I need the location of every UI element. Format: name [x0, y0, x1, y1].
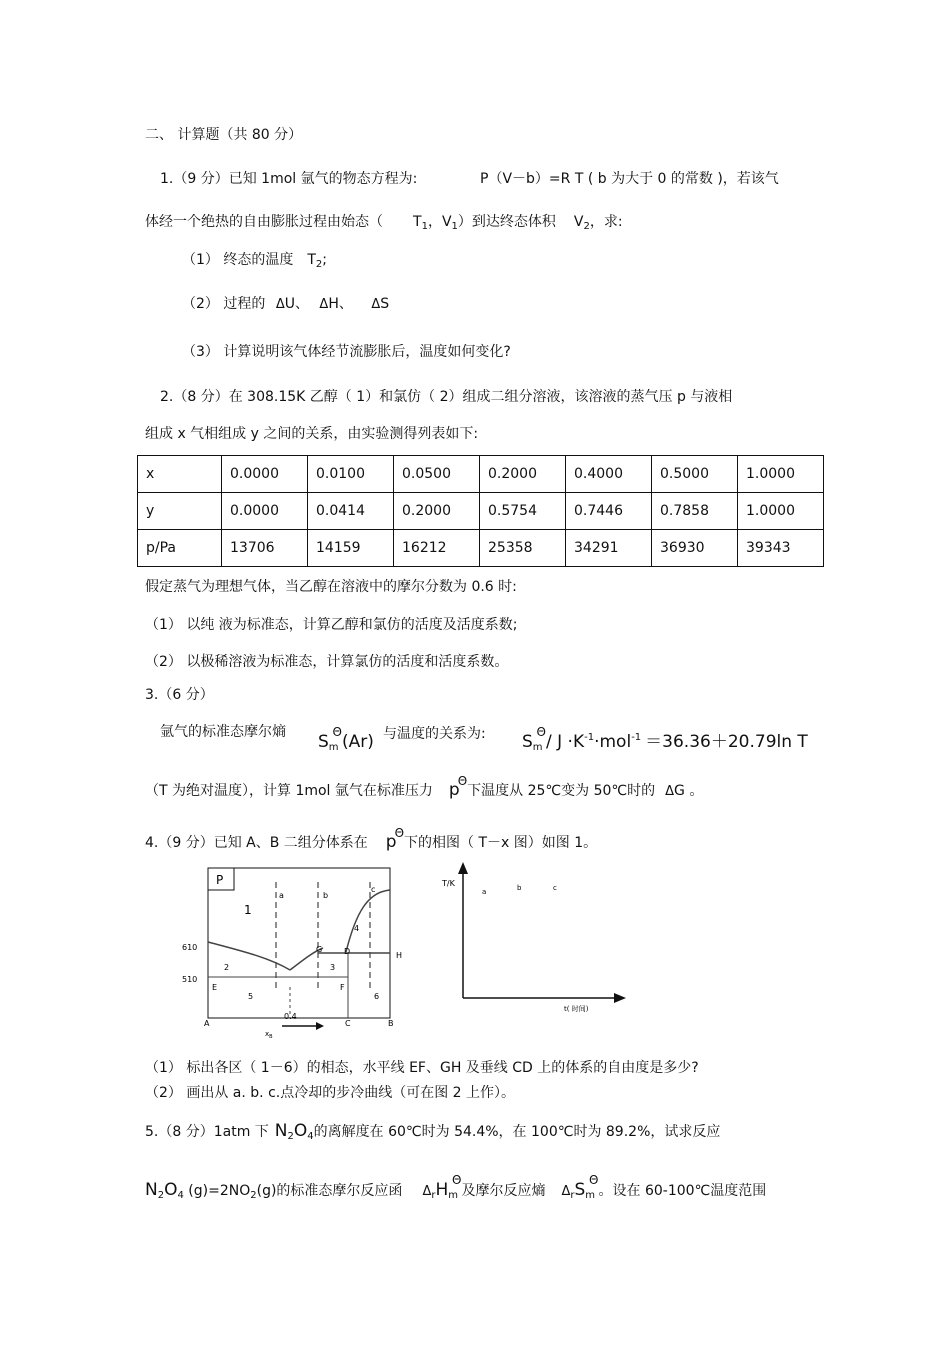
table-cell: 0.0500	[394, 456, 480, 493]
table-cell: 16212	[394, 530, 480, 567]
data-table	[137, 455, 824, 567]
q4-part2: （2） 画出从 a. b. c.点冷却的步冷曲线（可在图 2 上作）。	[145, 1085, 516, 1101]
table-cell: 0.7858	[652, 493, 738, 530]
q2-after-table: 假定蒸气为理想气体，当乙醇在溶液中的摩尔分数为 0.6 时:	[145, 579, 517, 595]
tick-510: 510	[182, 975, 198, 984]
x-axis-label: t( 时间)	[564, 1005, 589, 1013]
phase-diagram	[178, 862, 418, 1042]
table-cell: 0.2000	[394, 493, 480, 530]
q3-line2: （T 为绝对温度），计算 1mol 氩气在标准压力 $p^\Theta$下温度从 25℃变为 50℃时的 ΔG 。	[145, 774, 704, 800]
q2-part1: （1） 以纯 液为标准态，计算乙醇和氯仿的活度及活度系数;	[145, 617, 518, 633]
q2-line1: 2.（8 分）在 308.15K 乙醇（ 1）和氯仿（ 2）组成二组分溶液，该溶液的蒸气压 p 与液相	[160, 389, 733, 405]
table-cell: 0.0414	[308, 493, 394, 530]
delta-icon: Δ	[561, 1184, 571, 1199]
q1-part1: （1） 终态的温度 $T_2$;	[182, 252, 328, 270]
q1-equation: P（V－b）=R T ( b 为大于 0 的常数 )，若该气	[480, 171, 779, 187]
table-cell: 1.0000	[738, 493, 824, 530]
label-g: G	[316, 945, 323, 954]
q1-line2: 体经一个绝热的自由膨胀过程由始态（ $T_1$，$V_1$）到达终态体积 $V_2$，求:	[145, 214, 623, 232]
q3-text1: 氩气的标准态摩尔熵	[160, 724, 286, 740]
q3-equation: $S_m^\Theta/$ $J \cdot K^{-1}\cdot mol^{-1} =36.36+20.79\ln$ T	[522, 725, 808, 753]
table-cell: 25358	[480, 530, 566, 567]
table-cell: y	[138, 493, 222, 530]
label-a-axis: A	[204, 1019, 210, 1028]
label-c: c	[553, 884, 557, 892]
table-cell: 14159	[308, 530, 394, 567]
q2-part2: （2） 以极稀溶液为标准态，计算氯仿的活度和活度系数。	[145, 654, 509, 670]
delta-icon: Δ	[422, 1184, 432, 1199]
cooling-curve-axes	[436, 862, 636, 1022]
table-cell: 36930	[652, 530, 738, 567]
region-3: 3	[330, 963, 336, 972]
delta-icon: Δ	[275, 297, 285, 312]
x-axis-label: $x_B$	[265, 1030, 273, 1040]
q5-line2: $N_2O_4$ $(g)=2NO_2(g)$的标准态摩尔反应函 $\Delta_rH_m^\Theta$及摩尔反应熵 $\Delta_rS_m^\Theta$。设在 60-100℃温度范围	[145, 1173, 767, 1201]
table-cell: 13706	[222, 530, 308, 567]
tick-610: 610	[182, 943, 198, 952]
table-row	[138, 493, 824, 530]
q3-entropy-symbol: $S_m^\Theta(Ar)$	[318, 725, 374, 753]
arrow-head	[316, 1022, 324, 1030]
region-5: 5	[248, 992, 254, 1001]
table-cell: x	[138, 456, 222, 493]
delta-icon: Δ	[665, 784, 675, 799]
region-1: 1	[244, 903, 252, 917]
table-cell: 0.0100	[308, 456, 394, 493]
section-title: 二、 计算题（共 80 分）	[145, 127, 303, 143]
region-4: 4	[354, 924, 360, 933]
label-d: D	[344, 947, 351, 956]
label-h: H	[396, 951, 403, 960]
q4-line: 4.（9 分）已知 A、B 二组分体系在 $p^\Theta$下的相图（ T－x 图）如图 1。	[145, 826, 598, 852]
table-cell: p/Pa	[138, 530, 222, 567]
region-2: 2	[224, 963, 230, 972]
delta-icon: Δ	[371, 297, 381, 312]
q1-part3: （3） 计算说明该气体经节流膨胀后，温度如何变化?	[182, 344, 511, 360]
label-c-axis: C	[345, 1019, 351, 1028]
q3-head: 3.（6 分）	[145, 687, 214, 703]
label-a: a	[279, 891, 284, 900]
table-cell: 0.4000	[566, 456, 652, 493]
label-b: b	[517, 884, 522, 892]
liquidus-right	[346, 890, 390, 952]
liquidus-left	[208, 942, 290, 970]
q1-part2: （2） 过程的 ΔU、 ΔH、 ΔS	[182, 296, 390, 312]
label-a: a	[482, 888, 487, 896]
table-row	[138, 530, 824, 567]
y-axis-arrow	[458, 862, 468, 874]
y-axis-label: T/K	[442, 879, 455, 888]
q4-part1: （1） 标出各区（ 1－6）的相态，水平线 EF、GH 及垂线 CD 上的体系的自由度是多少?	[145, 1060, 699, 1076]
x-axis-arrow	[614, 993, 626, 1003]
label-f: F	[340, 983, 345, 992]
table-cell: 0.5754	[480, 493, 566, 530]
delta-icon: Δ	[319, 297, 329, 312]
table-cell: 0.0000	[222, 456, 308, 493]
q1-line1: 1.（9 分）已知 1mol 氩气的物态方程为:	[160, 171, 418, 187]
table-cell: 0.2000	[480, 456, 566, 493]
q5-line1: 5.（8 分）1atm 下 $N_2O_4$的离解度在 60℃时为 54.4%，在 100℃时为 89.2%，试求反应	[145, 1121, 721, 1142]
label-c: c	[371, 885, 376, 894]
q2-line2: 组成 x 气相组成 y 之间的关系，由实验测得列表如下:	[145, 426, 479, 442]
q3-text2: 与温度的关系为:	[383, 726, 486, 742]
tick-0-4: 0.4	[284, 1012, 297, 1021]
label-b-axis: B	[388, 1019, 394, 1028]
table-row	[138, 456, 824, 493]
table-cell: 0.0000	[222, 493, 308, 530]
table-cell: 0.5000	[652, 456, 738, 493]
table-cell: 1.0000	[738, 456, 824, 493]
table-cell: 39343	[738, 530, 824, 567]
region-6: 6	[374, 992, 380, 1001]
label-p: P	[216, 873, 224, 887]
label-b: b	[323, 891, 329, 900]
table-cell: 34291	[566, 530, 652, 567]
label-e: E	[212, 983, 218, 992]
table-cell: 0.7446	[566, 493, 652, 530]
